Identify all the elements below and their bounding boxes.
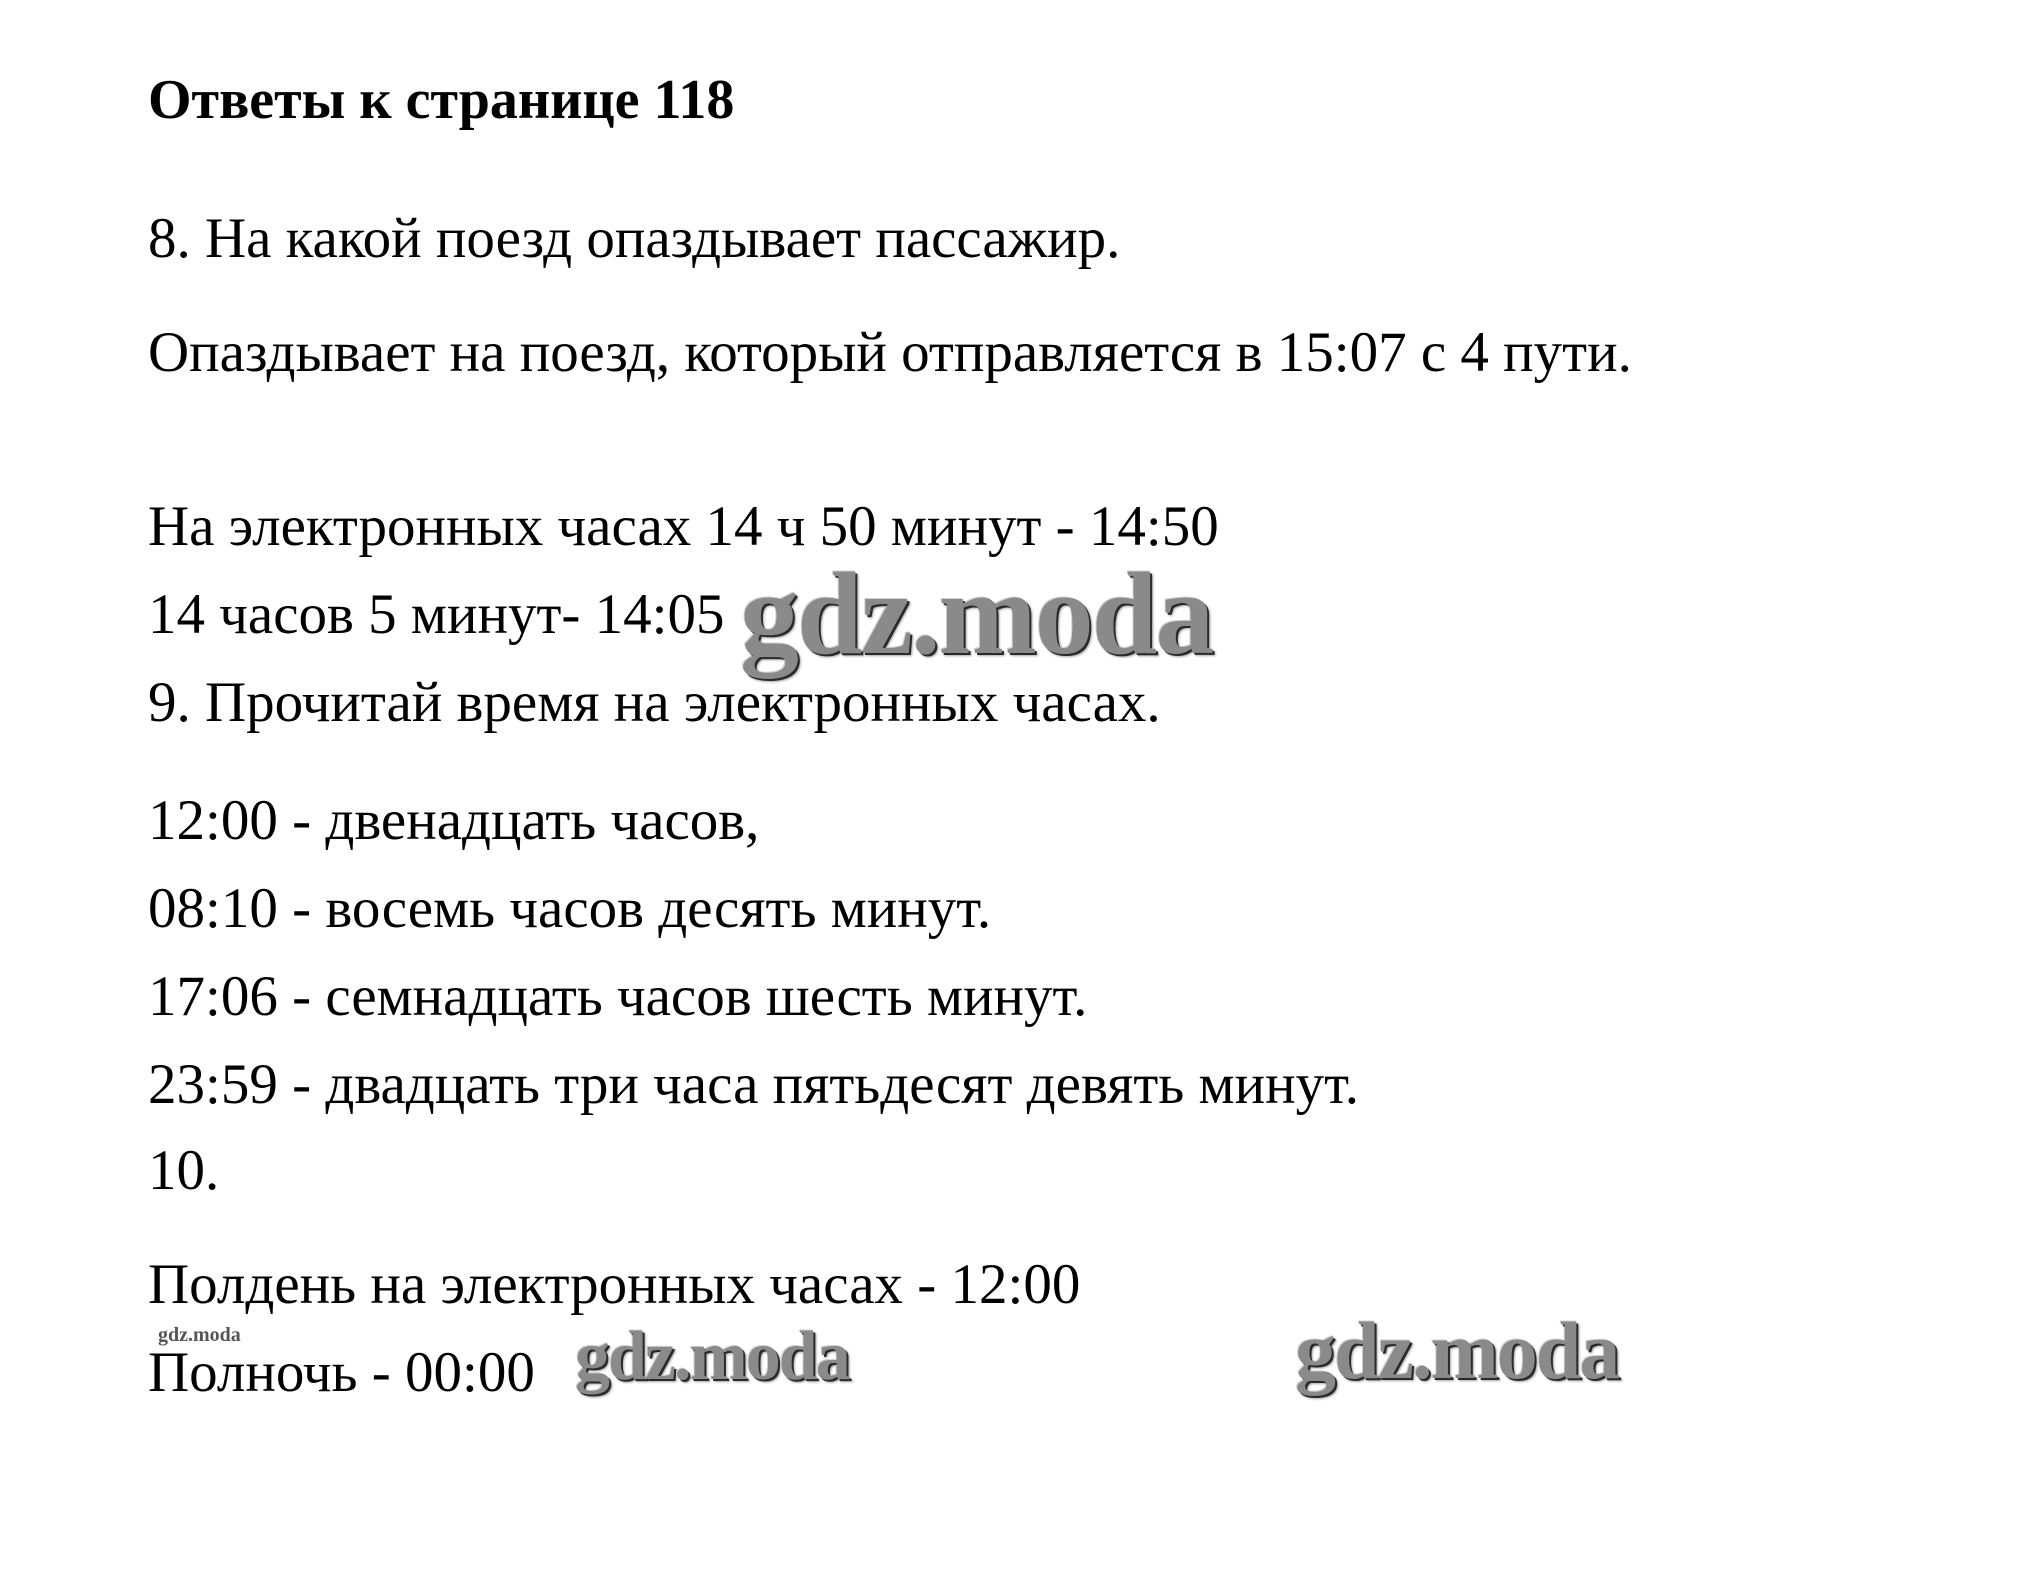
watermark-right: gdz.moda bbox=[1295, 1305, 1619, 1396]
page-title: Ответы к странице 118 bbox=[148, 69, 735, 131]
watermark-small: gdz.moda bbox=[158, 1324, 241, 1346]
clock-line-1: На электронных часах 14 ч 50 минут - 14:50 bbox=[148, 495, 1219, 558]
time-reading-4: 23:59 - двадцать три часа пятьдесят девять минут. bbox=[148, 1053, 1359, 1116]
midnight-line: Полночь - 00:00 bbox=[148, 1341, 535, 1404]
time-reading-2: 08:10 - восемь часов десять минут. bbox=[148, 877, 992, 940]
clock-line-2: 14 часов 5 минут- 14:05 bbox=[148, 583, 725, 646]
task-8-heading: 8. На какой поезд опаздывает пассажир. bbox=[148, 207, 1121, 270]
watermark-medium: gdz.moda bbox=[575, 1318, 849, 1395]
watermark-large: gdz.moda bbox=[740, 548, 1213, 679]
task-8-answer: Опаздывает на поезд, который отправляется в 15:07 с 4 пути. bbox=[148, 321, 1632, 384]
task-9-heading: 9. Прочитай время на электронных часах. bbox=[148, 671, 1161, 734]
time-reading-3: 17:06 - семнадцать часов шесть минут. bbox=[148, 965, 1088, 1028]
noon-line: Полдень на электронных часах - 12:00 bbox=[148, 1253, 1081, 1316]
time-reading-1: 12:00 - двенадцать часов, bbox=[148, 789, 760, 852]
task-10-heading: 10. bbox=[148, 1139, 220, 1202]
